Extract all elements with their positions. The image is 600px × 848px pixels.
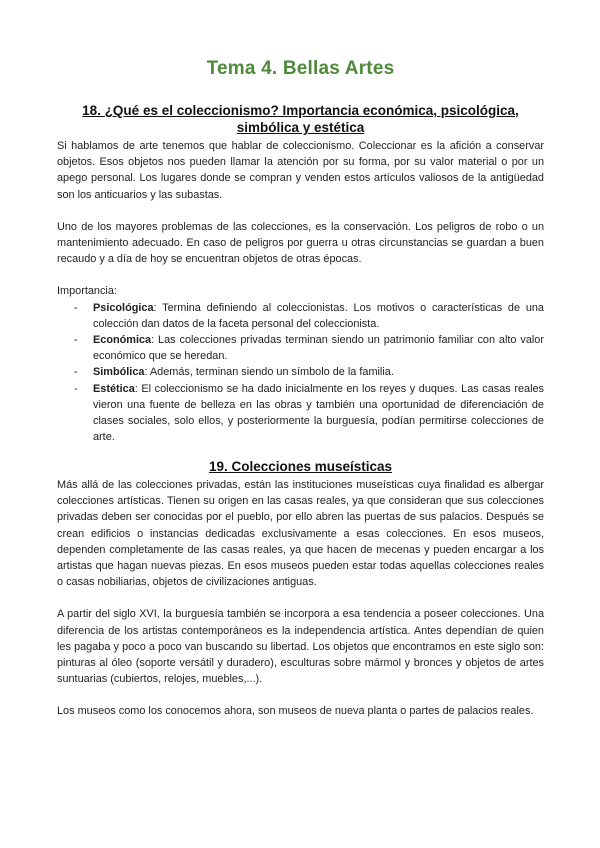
importance-label: Importancia:	[57, 285, 117, 298]
document-title: Tema 4. Bellas Artes	[206, 58, 395, 79]
section-19	[57, 458, 544, 720]
section-18	[57, 102, 544, 445]
list-item	[57, 381, 544, 446]
list-bullet: -	[74, 301, 78, 314]
section-18-paragraph-1: Si hablamos de arte tenemos que hablar de coleccionismo. Coleccionar es la afición a conservar objetos. Esos objetos nos pueden llamar la atención por su forma, por su valor material o por un apego personal. Los lugares donde se compran y venden estos artículos valiosos de la antigüedad son los anticuarios y las subastas.	[57, 140, 544, 201]
list-item	[57, 300, 544, 332]
list-item-text: : Además, terminan siendo un símbolo de la familia.	[144, 366, 394, 379]
list-item-text: : El coleccionismo se ha dado inicialmente en los reyes y duques. Las casas reales vieron una fuente de belleza en las obras y también una oportunidad de diferenciación de clases sociales, solo ellos, y posteriormente la burguesía, podían permitirse colecciones de arte.	[93, 382, 544, 444]
list-item-text: : Termina definiendo al coleccionistas. Los motivos o características de una colección dan datos de la faceta personal del coleccionista.	[93, 301, 544, 330]
list-bullet: -	[74, 382, 78, 395]
section-19-paragraph-3: Los museos como los conocemos ahora, son museos de nueva planta o partes de palacios reales.	[57, 705, 534, 718]
list-item-term: Económica	[93, 334, 152, 347]
list-item-term: Simbólica	[93, 366, 145, 379]
importance-list	[57, 300, 544, 446]
list-bullet: -	[74, 366, 78, 379]
list-item-term: Estética	[93, 382, 135, 395]
section-19-paragraph-2: A partir del siglo XVI, la burguesía también se incorpora a esa tendencia a poseer colecciones. Una diferencia de los artistas contemporáneos es la independencia artística. Antes dependían de quien les pagaba y poco a poco van buscando su libertad. Los objetos que encontramos en este siglo son: pinturas al óleo (soporte versátil y duradero), esculturas sobre mármol y bronces y objetos de artes suntuarias (cubiertos, relojes, muebles,...).	[57, 608, 544, 686]
list-item	[57, 332, 544, 364]
list-item-text: : Las colecciones privadas terminan siendo un patrimonio familiar con alto valor económico que se heredan.	[93, 334, 544, 363]
section-18-paragraph-2: Uno de los mayores problemas de las colecciones, es la conservación. Los peligros de robo o un mantenimiento adecuado. En caso de peligros por guerra u otras circunstancias se guardan a buen recaudo y a día de hoy se encuentran objetos de otras épocas.	[57, 220, 544, 266]
list-bullet: -	[74, 334, 78, 347]
section-19-paragraph-1: Más allá de las colecciones privadas, están las instituciones museísticas cuya finalidad es albergar colecciones artísticas. Tienen su origen en las casas reales, ya que consideran que sus colecciones privadas deben ser conocidas por el pueblo, por ello abren las puertas de sus palacios. Después se crean edificios o instancias dedicadas exclusivamente a esas colecciones. En esos museos, dependen completamente de las casas reales, ya que hacen de mecenas y pueden encargar a los artistas que hagan nuevas piezas. En esos museos pueden estar todas aquellas colecciones reales o casas nobiliarias, objetos de civilizaciones antiguas.	[57, 479, 544, 589]
list-item-term: Psicológica	[93, 301, 154, 314]
list-item	[57, 364, 544, 380]
section-18-heading: 18. ¿Qué es el coleccionismo? Importancia económica, psicológica, simbólica y estética	[82, 103, 519, 135]
section-19-heading: 19. Colecciones museísticas	[208, 459, 393, 474]
